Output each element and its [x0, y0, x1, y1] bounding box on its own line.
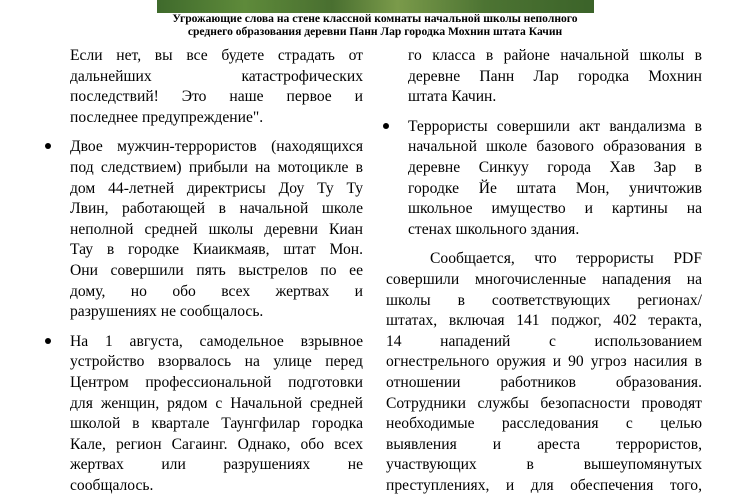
caption-line: Угрожающие слова на стене классной комнаты начальной школы неполного: [172, 12, 578, 25]
text-line: неполной средней школы деревни Киан: [70, 220, 363, 238]
text-line: Если нет, вы все будете страдать от: [70, 47, 363, 64]
bullet-icon: [45, 143, 51, 149]
text-line: дальнейших катастрофических: [70, 67, 363, 85]
text-line: Кале, регион Сагаинг. Однако, обо всех: [70, 435, 363, 453]
text-line: деревне Синкуу города Хав Зар в: [408, 158, 702, 176]
continuation-paragraph: [386, 46, 702, 108]
text-line: необходимые расследования с целью: [386, 415, 702, 433]
text-line: Сообщается, что террористы PDF: [430, 250, 702, 268]
bullet-icon: [383, 123, 389, 129]
text-line: последствий! Это наше первое и: [70, 88, 363, 106]
text-line: штатах, включая 141 поджог, 402 теракта,: [386, 312, 702, 330]
bullet-item: [48, 137, 363, 322]
text-line: последнее предупреждение".: [70, 108, 264, 126]
text-line: огнестрельного оружия и 90 угроз насилия в: [386, 353, 702, 371]
text-line: городке Йе штата Мон, уничтожив: [408, 179, 702, 197]
text-line: участвующих в вышеупомянутых: [386, 456, 702, 474]
text-line: деревне Панн Лар городка Мохнин: [408, 67, 702, 85]
text-line: начальной школе базового образования в: [408, 138, 702, 156]
text-line: преступлениях, и для обеспечения того,: [386, 476, 702, 494]
text-line: сообщалось.: [70, 476, 154, 494]
caption-line: среднего образования деревни Панн Лар городка Мохнин штата Качин: [187, 24, 563, 38]
text-line: для женщин, рядом с Начальной средней: [70, 394, 363, 412]
text-line: го класса в районе начальной школы в: [408, 47, 702, 64]
text-line: дому, но обо всех жертвах и: [70, 282, 363, 300]
text-line: школьное имущество и картины на: [408, 200, 702, 218]
bullet-item: [48, 332, 363, 496]
text-line: совершили многочисленные нападения на: [386, 270, 702, 288]
text-line: Тау в городке Киаикмаяв, штат Мон.: [70, 241, 363, 259]
text-line: разрушениях не сообщалось.: [70, 303, 264, 321]
text-line: Центром профессиональной подготовки: [70, 373, 363, 391]
text-line: дом 44-летней директрисы Доу Ту Ту: [70, 179, 363, 197]
quote-paragraph: [48, 46, 363, 128]
text-line: 14 нападений с использованием: [386, 332, 702, 350]
text-line: Сотрудники службы безопасности проводят: [386, 394, 702, 412]
text-line: устройство взорвалось на улице перед: [70, 353, 363, 371]
text-line: выявления и ареста террористов,: [386, 435, 702, 453]
photo-caption: [150, 13, 600, 38]
text-line: стенах школьного здания.: [408, 220, 580, 238]
text-line: жертвах или разрушениях не: [70, 456, 363, 474]
bullet-item: [386, 117, 702, 241]
text-line: под следствием) прибыли на мотоцикле в: [70, 158, 363, 176]
summary-paragraph: [386, 249, 702, 496]
text-line: На 1 августа, самодельное взрывное: [70, 332, 363, 350]
text-line: школы в соответствующих регионах/: [386, 291, 702, 309]
text-line: отношении работников образования.: [386, 373, 702, 391]
text-line: Лвин, работающей в начальной школе: [70, 200, 363, 218]
text-line: Они совершили пять выстрелов по ее: [70, 261, 363, 279]
text-line: штата Качин.: [408, 88, 497, 106]
left-column: [48, 46, 363, 496]
text-line: Двое мужчин-террористов (находящихся: [70, 138, 363, 156]
text-line: школой в квартале Таунгфилар городка: [70, 415, 363, 433]
text-line: Террористы совершили акт вандализма в: [408, 117, 702, 135]
bullet-icon: [45, 338, 51, 344]
right-column: [386, 46, 702, 496]
